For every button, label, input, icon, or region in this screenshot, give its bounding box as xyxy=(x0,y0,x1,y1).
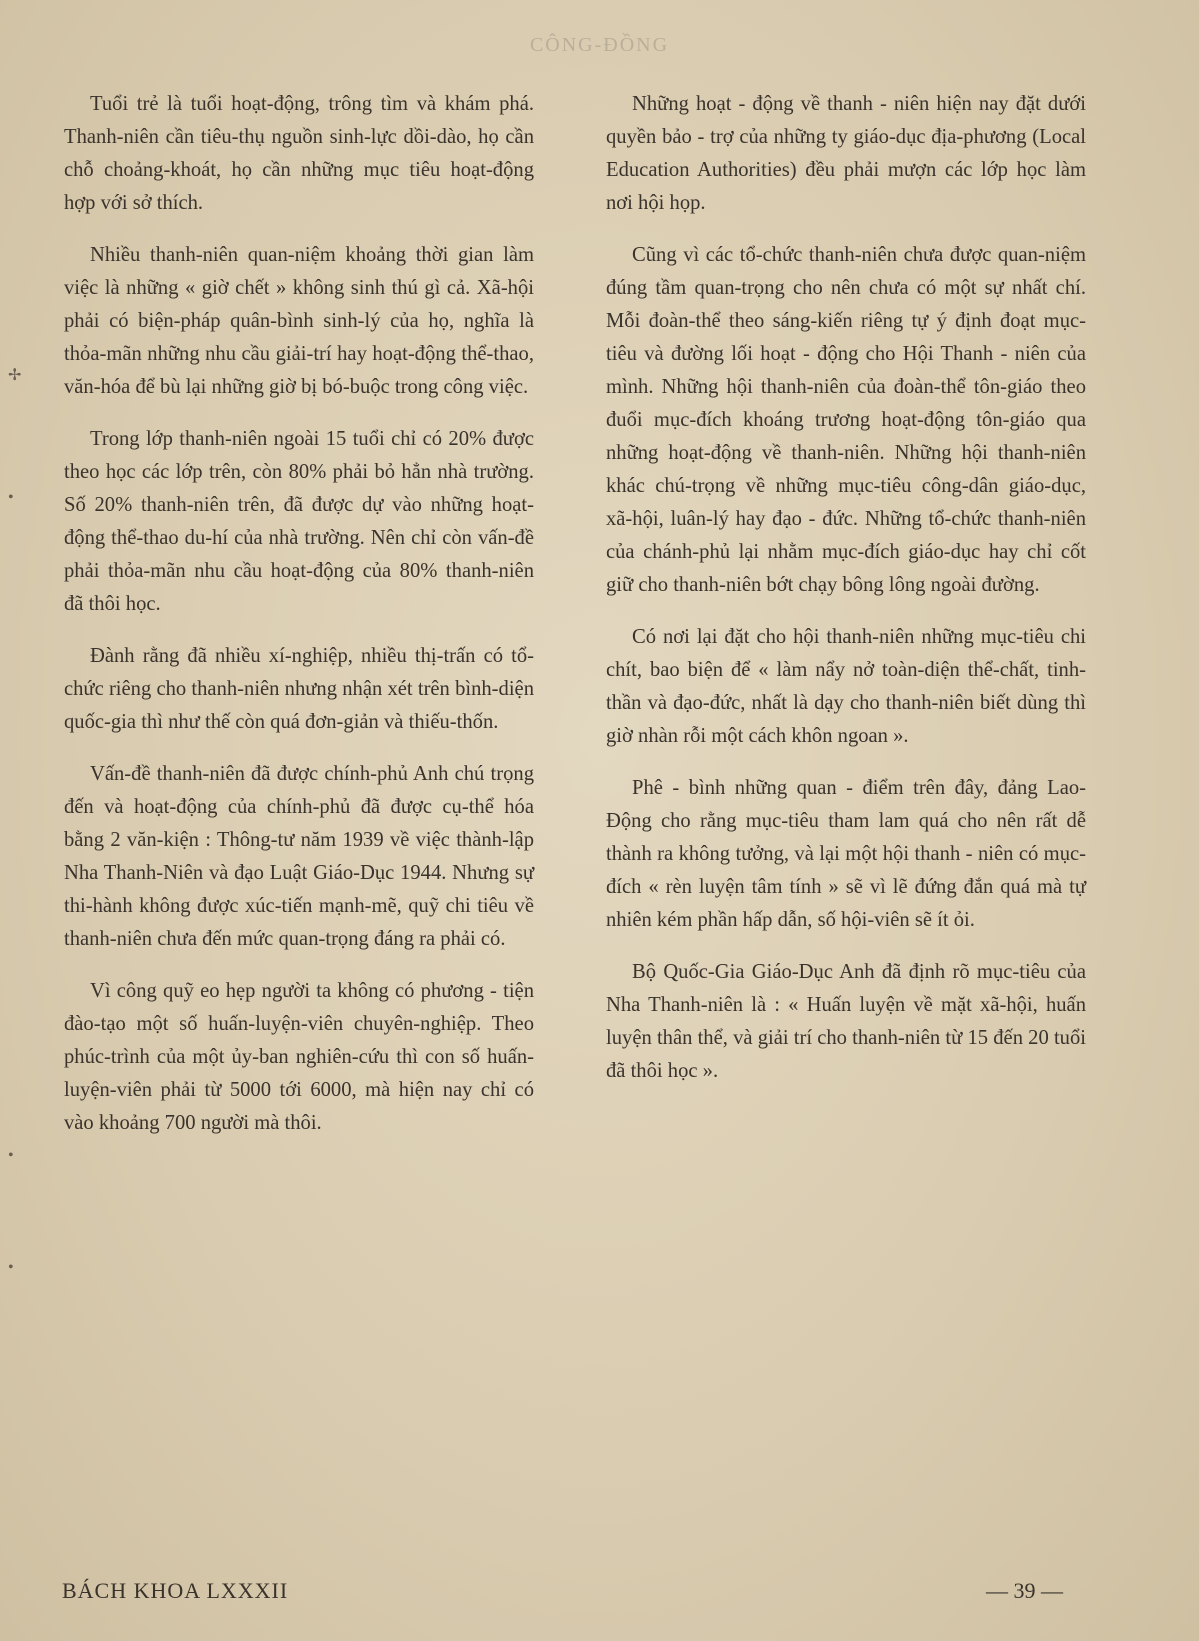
margin-mark: ✢ xyxy=(8,367,22,384)
body-paragraph: Tuổi trẻ là tuổi hoạt-động, trông tìm và khám phá. Thanh-niên cần tiêu-thụ nguồn sinh-lực dồi-dào, họ cần chỗ choảng-khoát, họ cần những mục tiêu hoạt-động hợp với sở thích. xyxy=(64,93,534,214)
left-column xyxy=(64,88,534,1159)
margin-mark: • xyxy=(8,1259,14,1276)
margin-mark: • xyxy=(8,1147,14,1164)
running-head: CÔNG-ĐỒNG xyxy=(529,34,670,56)
body-paragraph: Có nơi lại đặt cho hội thanh-niên những mục-tiêu chi chít, bao biện để « làm nẩy nở toàn-diện thể-chất, tinh-thần và đạo-đức, nhất là dạy cho thanh-niên biết dùng thì giờ nhàn rỗi một cách khôn ngoan ». xyxy=(606,626,1086,747)
body-paragraph: Vấn-đề thanh-niên đã được chính-phủ Anh chú trọng đến và hoạt-động của chính-phủ đã được cụ-thể hóa bằng 2 văn-kiện : Thông-tư năm 1939 về việc thành-lập Nha Thanh-Niên và đạo Luật Giáo-Dục 1944. Nhưng sự thi-hành không được xúc-tiến mạnh-mẽ, quỹ chi tiêu về thanh-niên chưa đến mức quan-trọng đáng ra phải có. xyxy=(64,763,534,950)
margin-mark: • xyxy=(8,489,14,506)
page-number: — 39 — xyxy=(986,1578,1063,1603)
body-paragraph: Những hoạt - động về thanh - niên hiện nay đặt dưới quyền bảo - trợ của những ty giáo-dục địa-phương (Local Education Authorities) đều phải mượn các lớp học làm nơi hội họp. xyxy=(606,93,1086,214)
right-column xyxy=(606,88,1086,1107)
body-paragraph: Vì công quỹ eo hẹp người ta không có phương - tiện đào-tạo một số huấn-luyện-viên chuyên-nghiệp. Theo phúc-trình của một ủy-ban nghiên-cứu thì con số huấn-luyện-viên phải từ 5000 tới 6000, mà hiện nay chỉ có vào khoảng 700 người mà thôi. xyxy=(64,980,534,1134)
body-paragraph: Đành rằng đã nhiều xí-nghiệp, nhiều thị-trấn có tổ-chức riêng cho thanh-niên nhưng nhận xét trên bình-diện quốc-gia thì như thế còn quá đơn-giản và thiếu-thốn. xyxy=(64,645,534,733)
body-paragraph: Trong lớp thanh-niên ngoài 15 tuổi chỉ có 20% được theo học các lớp trên, còn 80% phải bỏ hẳn nhà trường. Số 20% thanh-niên trên, đã được dự vào những hoạt-động thể-thao du-hí của nhà trường. Nên chỉ còn vấn-đề phải thỏa-mãn nhu cầu hoạt-động của 80% thanh-niên đã thôi học. xyxy=(64,428,534,615)
body-paragraph: Phê - bình những quan - điểm trên đây, đảng Lao-Động cho rằng mục-tiêu tham lam quá cho nên rất dễ thành ra không tưởng, và lại một hội thanh - niên có mục-đích « rèn luyện tâm tính » sẽ vì lẽ đứng đắn quá mà tự nhiên kém phần hấp dẫn, số hội-viên sẽ ít ỏi. xyxy=(606,777,1086,931)
body-paragraph: Cũng vì các tổ-chức thanh-niên chưa được quan-niệm đúng tầm quan-trọng cho nên chưa có một sự nhất chí. Mỗi đoàn-thể theo sáng-kiến riêng tự ý định đoạt mục-tiêu và đường lối hoạt - động cho Hội Thanh - niên của mình. Những hội thanh-niên của đoàn-thể tôn-giáo theo đuổi mục-đích khoáng trương hoạt-động tôn-giáo qua những hoạt-động về thanh-niên. Những hội thanh-niên khác chú-trọng về những mục-tiêu công-dân giáo-dục, xã-hội, luân-lý hay đạo - đức. Những tổ-chức thanh-niên của chánh-phủ lại nhằm mục-đích giáo-dục hay chỉ cốt giữ cho thanh-niên bớt chạy bông lông ngoài đường. xyxy=(606,244,1086,596)
publication-title: BÁCH KHOA LXXXII xyxy=(62,1578,289,1603)
body-paragraph: Bộ Quốc-Gia Giáo-Dục Anh đã định rõ mục-tiêu của Nha Thanh-niên là : « Huấn luyện về mặt xã-hội, huấn luyện thân thể, và giải trí cho thanh-niên từ 15 đến 20 tuổi đã thôi học ». xyxy=(606,961,1086,1082)
body-paragraph: Nhiều thanh-niên quan-niệm khoảng thời gian làm việc là những « giờ chết » không sinh thú gì cả. Xã-hội phải có biện-pháp quân-bình sinh-lý của họ, nghĩa là thỏa-mãn những nhu cầu giải-trí hay hoạt-động thể-thao, văn-hóa để bù lại những giờ bị bó-buộc trong công việc. xyxy=(64,244,534,398)
